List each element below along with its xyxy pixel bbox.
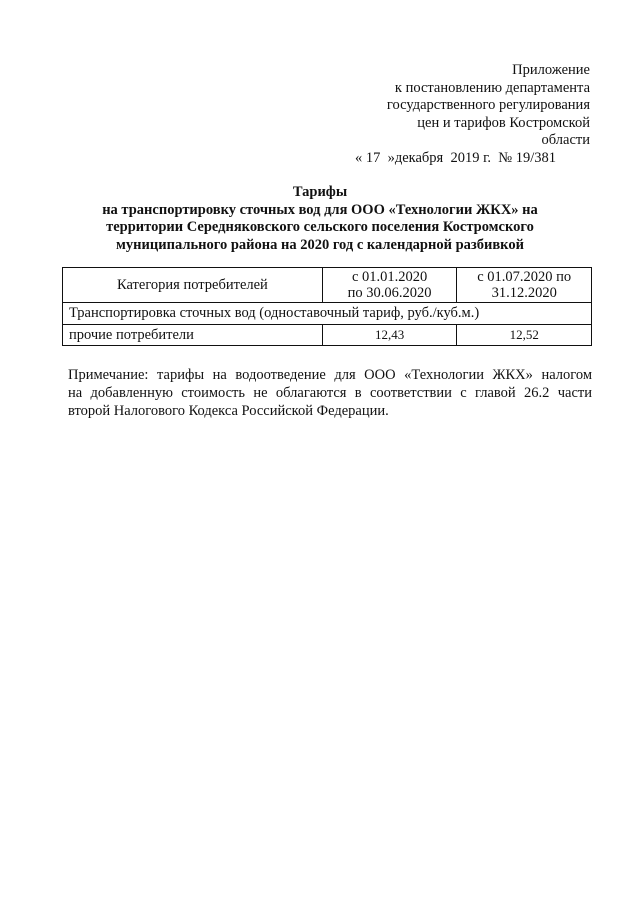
section-label: Транспортировка сточных вод (одноставочный тариф, руб./куб.м.)	[63, 303, 592, 325]
tariff-period-1: 12,43	[322, 325, 457, 346]
table-row	[63, 325, 592, 346]
note-line: второй Налогового Кодекса Российской Федерации.	[68, 403, 389, 419]
title-line: территории Середняковского сельского поселения Костромского	[106, 219, 534, 236]
note-line: Примечание: тарифы на водоотведение для ООО «Технологии ЖКХ» налогом	[68, 367, 592, 383]
header-period-2-line2: 31.12.2020	[491, 285, 557, 301]
document-title	[70, 184, 570, 254]
appendix-line: государственного регулирования	[386, 97, 590, 114]
title-line: на транспортировку сточных вод для ООО «Технологии ЖКХ» на	[102, 201, 538, 218]
table-header-row	[63, 268, 592, 303]
header-period-1	[322, 268, 457, 303]
note-line: на добавленную стоимость не облагаются в соответствии с главой 26.2 части	[68, 385, 592, 401]
title-line: Тарифы	[292, 184, 348, 200]
header-period-1-line1: с 01.01.2020	[351, 269, 428, 285]
appendix-line: Приложение	[512, 62, 590, 78]
tariff-period-2: 12,52	[457, 325, 592, 346]
appendix-header	[290, 62, 590, 168]
header-period-2-line1: с 01.07.2020 по	[477, 269, 572, 285]
tariff-table	[62, 267, 592, 346]
header-period-1-line2: по 30.06.2020	[347, 285, 432, 301]
resolution-date-number: « 17 »декабря 2019 г. № 19/381	[354, 149, 556, 166]
title-line: муниципального района на 2020 год с календарной разбивкой	[116, 236, 524, 253]
table-section-row	[63, 303, 592, 325]
consumer-name: прочие потребители	[63, 325, 323, 346]
header-period-2	[457, 268, 592, 303]
note-paragraph	[68, 366, 592, 420]
appendix-line: области	[541, 132, 590, 149]
header-category: Категория потребителей	[63, 268, 323, 303]
appendix-line: к постановлению департамента	[394, 79, 590, 96]
appendix-line: цен и тарифов Костромской	[417, 114, 590, 131]
